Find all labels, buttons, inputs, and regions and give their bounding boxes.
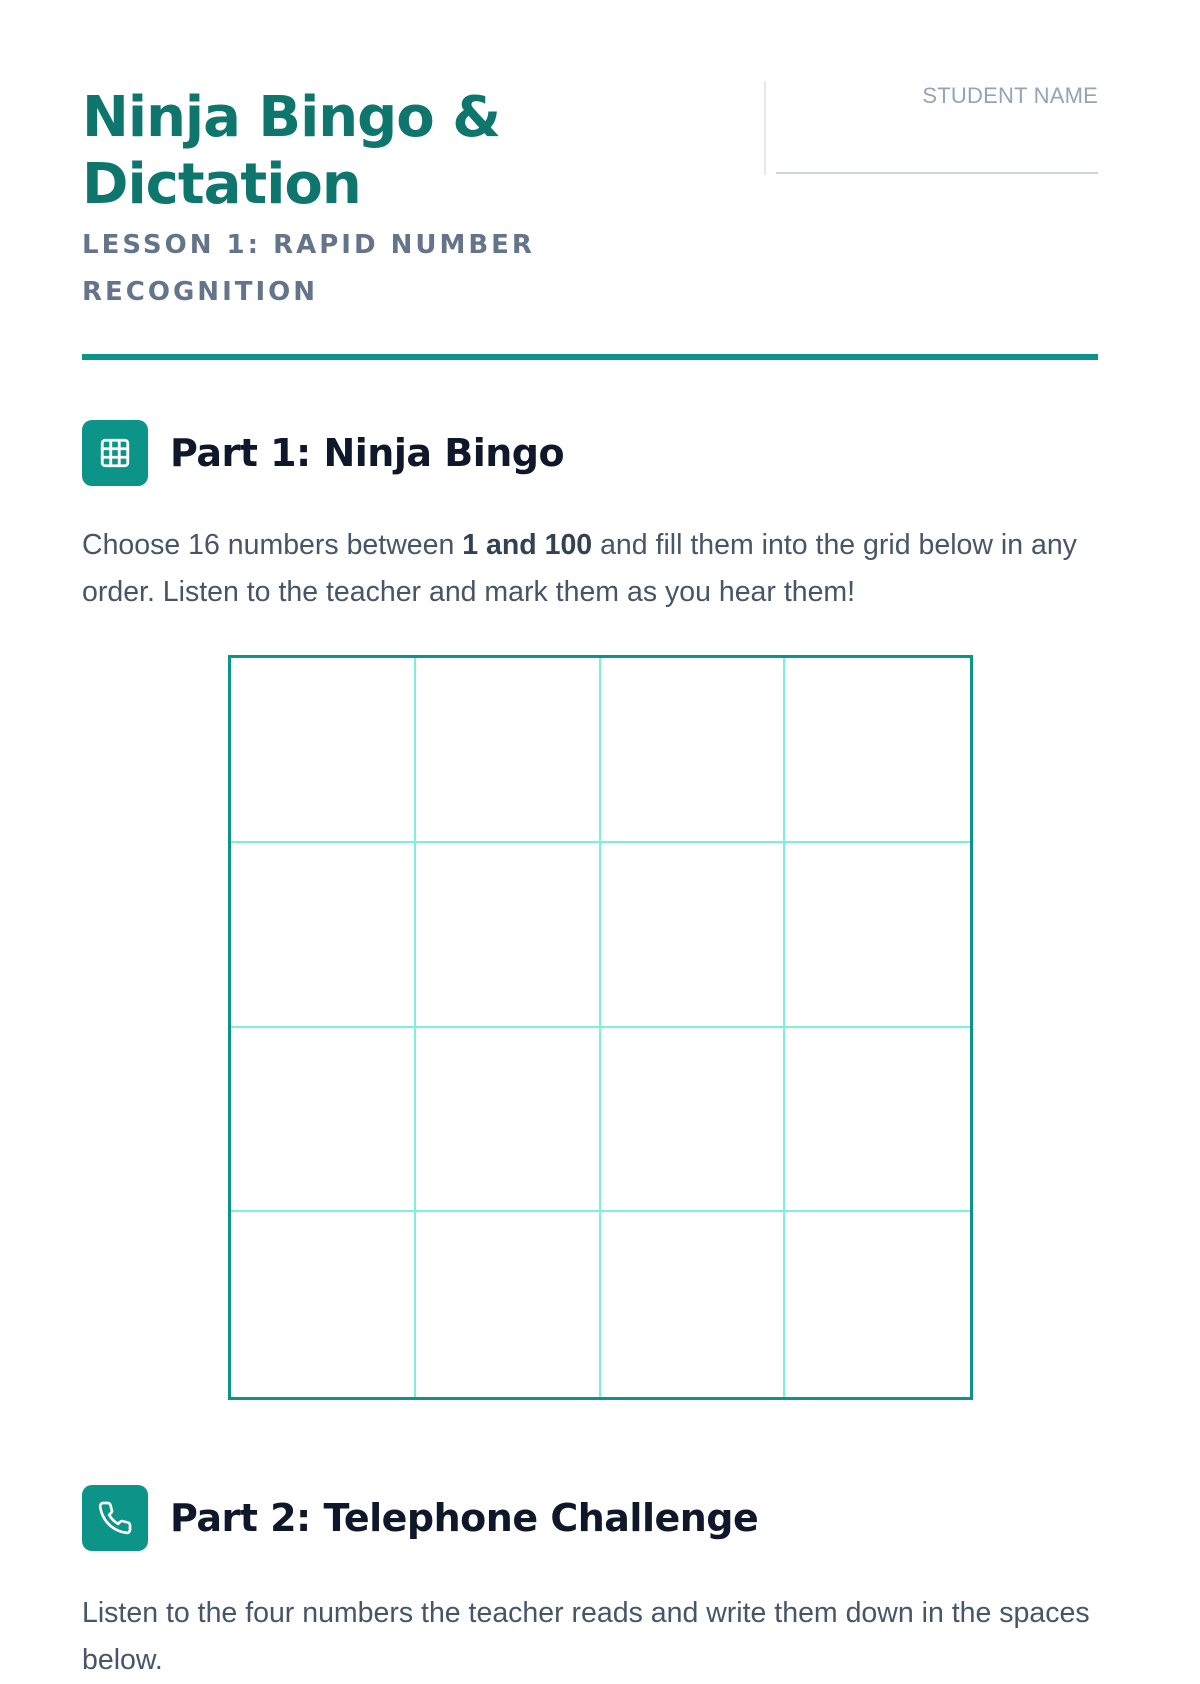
bingo-cell[interactable] [601, 658, 786, 843]
bingo-cell[interactable] [601, 1028, 786, 1213]
bingo-cell[interactable] [785, 1212, 970, 1397]
bingo-cell[interactable] [785, 658, 970, 843]
phone-icon [82, 1485, 148, 1551]
bingo-cell[interactable] [231, 1212, 416, 1397]
part2-instructions-text: Listen to the four numbers the teacher reads and write them down in the spaces below. [82, 1597, 1090, 1676]
worksheet-header [82, 0, 1098, 365]
part2-instructions [82, 1584, 1112, 1676]
header-divider [764, 81, 766, 175]
part1-heading [82, 420, 564, 486]
grid-icon [82, 420, 148, 486]
student-name-field[interactable] [776, 172, 1098, 174]
bingo-cell[interactable] [231, 658, 416, 843]
bingo-cell[interactable] [416, 1212, 601, 1397]
part2-heading [82, 1485, 758, 1551]
instructions-number-range: 1 and 100 [462, 529, 593, 561]
instructions-text-start: Choose 16 numbers between [82, 529, 463, 561]
bingo-cell[interactable] [231, 843, 416, 1028]
bingo-cell[interactable] [785, 843, 970, 1028]
lesson-subtitle: LESSON 1: RAPID NUMBER RECOGNITION [82, 230, 535, 307]
bingo-cell[interactable] [231, 1028, 416, 1213]
bingo-cell[interactable] [785, 1028, 970, 1213]
student-name-label: STUDENT NAME [922, 83, 1098, 108]
part2-title: Part 2: Telephone Challenge [170, 1496, 759, 1540]
header-rule [82, 354, 1098, 360]
part1-title: Part 1: Ninja Bingo [170, 431, 565, 475]
bingo-cell[interactable] [416, 843, 601, 1028]
bingo-cell[interactable] [601, 843, 786, 1028]
worksheet-title: Ninja Bingo & Dictation [82, 85, 501, 217]
bingo-cell[interactable] [416, 658, 601, 843]
instructions-text-end: and fill them into the grid below in any order. Listen to the teacher and mark them as you hear them! [82, 529, 1077, 608]
bingo-grid [228, 655, 973, 1400]
bingo-cell[interactable] [416, 1028, 601, 1213]
part1-instructions [82, 522, 1112, 616]
bingo-cell[interactable] [601, 1212, 786, 1397]
